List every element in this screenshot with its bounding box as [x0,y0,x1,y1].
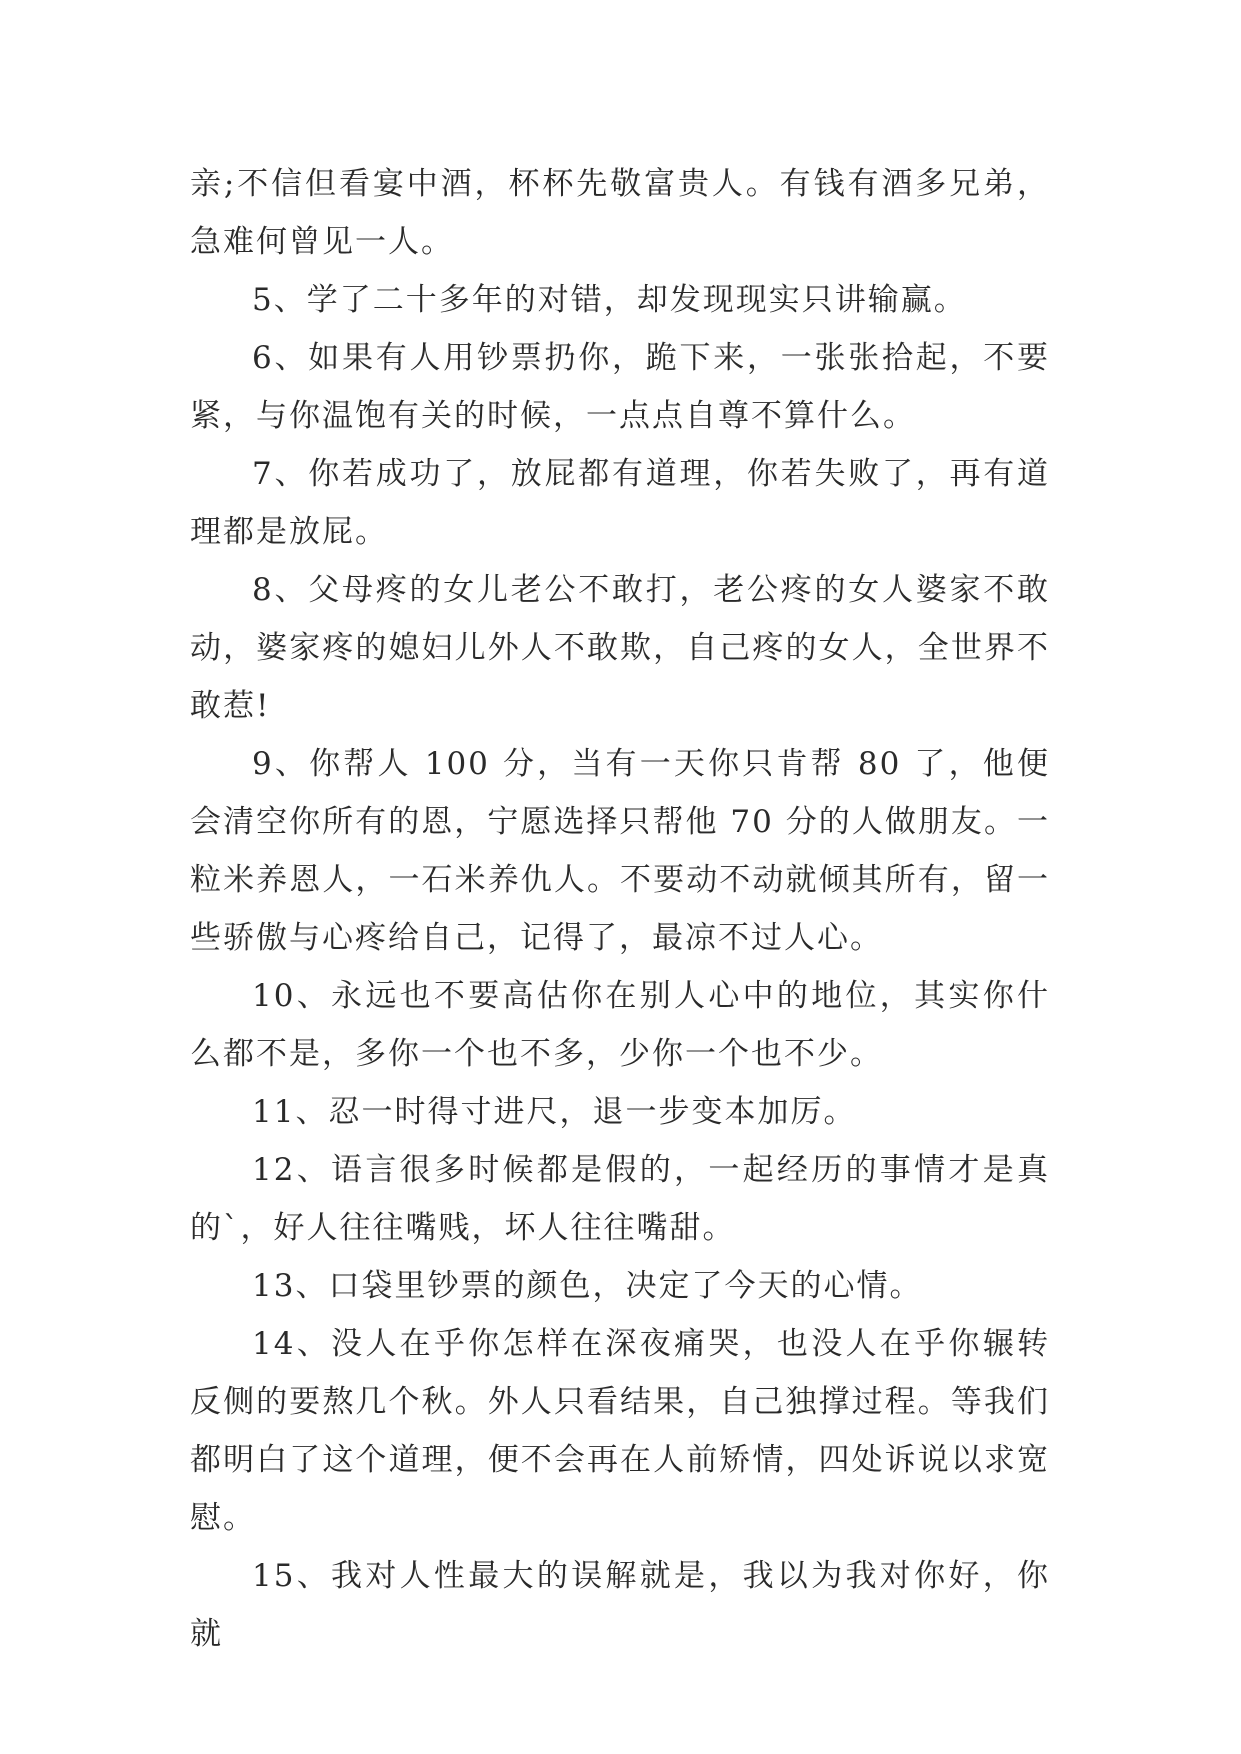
paragraph-item-6: 6、如果有人用钞票扔你，跪下来，一张张拾起，不要紧，与你温饱有关的时候，一点点自尊不算什么。 [190,340,1050,434]
paragraph-continuation: 亲;不信但看宴中酒，杯杯先敬富贵人。有钱有酒多兄弟，急难何曾见一人。 [190,166,1050,260]
paragraph-item-7: 7、你若成功了，放屁都有道理，你若失败了，再有道理都是放屁。 [190,456,1050,550]
paragraph-item-13: 13、口袋里钞票的颜色，决定了今天的心情。 [252,1268,923,1304]
paragraph-item-14: 14、没人在乎你怎样在深夜痛哭，也没人在乎你辗转反侧的要熬几个秋。外人只看结果，自己独撑过程。等我们都明白了这个道理，便不会再在人前矫情，四处诉说以求宽慰。 [190,1326,1050,1536]
document-body [190,155,1050,1663]
paragraph-item-8: 8、父母疼的女儿老公不敢打，老公疼的女人婆家不敢动，婆家疼的媳妇儿外人不敢欺，自己疼的女人，全世界不敢惹! [190,572,1050,724]
paragraph-item-10: 10、永远也不要高估你在别人心中的地位，其实你什么都不是，多你一个也不多，少你一个也不少。 [190,978,1050,1072]
paragraph-item-9: 9、你帮人 100 分，当有一天你只肯帮 80 了，他便会清空你所有的恩，宁愿选择只帮他 70 分的人做朋友。一粒米养恩人，一石米养仇人。不要动不动就倾其所有，留一些骄傲与心疼给自己，记得了，最凉不过人心。 [190,746,1050,956]
paragraph-item-11: 11、忍一时得寸进尺，退一步变本加厉。 [252,1094,857,1130]
paragraph-item-5: 5、学了二十多年的对错，却发现现实只讲输赢。 [252,282,967,318]
paragraph-item-15: 15、我对人性最大的误解就是，我以为我对你好，你就 [190,1558,1050,1652]
paragraph-item-12: 12、语言很多时候都是假的，一起经历的事情才是真的`，好人往往嘴贱，坏人往往嘴甜。 [190,1152,1050,1246]
